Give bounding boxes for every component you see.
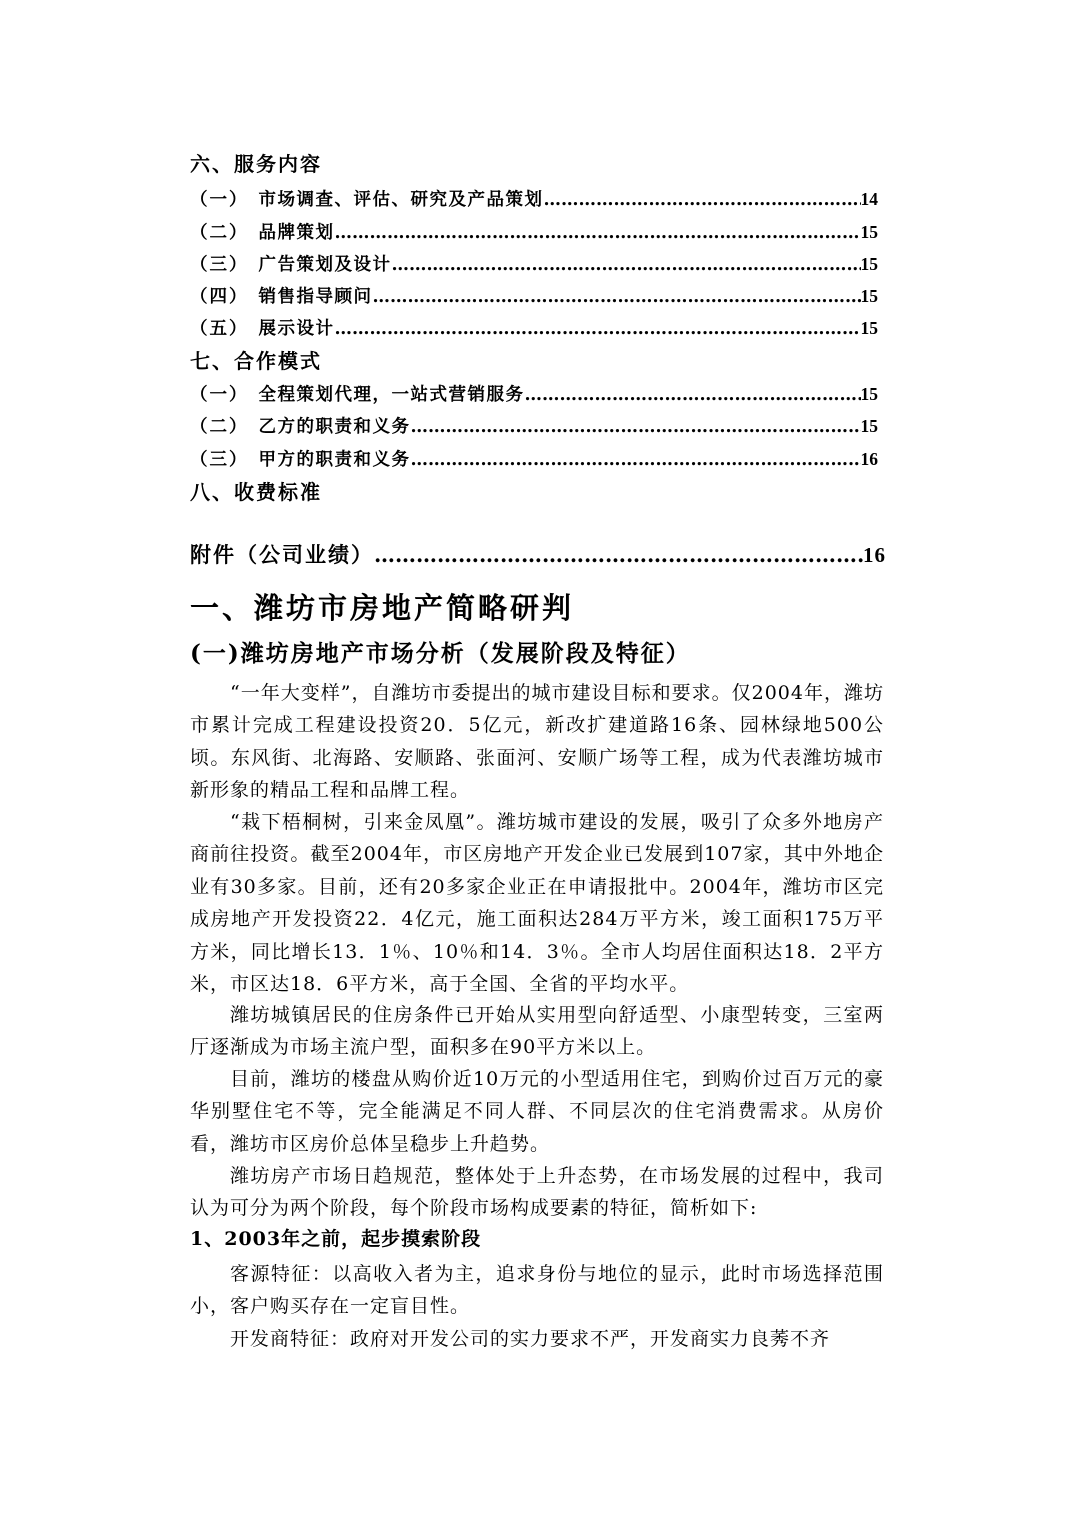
toc-entry-label: 市场调查、评估、研究及产品策划 — [258, 190, 544, 210]
body-paragraph-4: 目前，潍坊的楼盘从购价近10万元的小型适用住宅，到购价过百万元的豪华别墅住宅不等，完全能满足不同人群、不同层次的住宅消费需求。从房价看，潍坊市区房价总体呈稳步上升趋势。 — [190, 1068, 884, 1155]
body-paragraph-1: “一年大变样”，自潍坊市委提出的城市建设目标和要求。仅2004年，潍坊市累计完成工程建设投资20．5亿元，新改扩建道路16条、园林绿地500公顷。东风街、北海路、安顺路、张面河、安顺广场等工程，成为代表潍坊城市新形象的精品工程和品牌工程。 — [190, 682, 884, 802]
toc-section-6-title: 六、服务内容 — [190, 152, 322, 176]
toc-leader-dots — [335, 220, 861, 246]
toc-entry-number: （二） — [190, 223, 249, 243]
toc-entry-7-2[interactable] — [190, 413, 878, 440]
toc-entry-label: 广告策划及设计 — [258, 255, 392, 275]
toc-entry-page: 14 — [860, 189, 878, 209]
toc-entry-page: 15 — [860, 222, 878, 242]
toc-entry-6-1[interactable] — [190, 186, 878, 213]
toc-entry-7-1[interactable] — [190, 381, 878, 408]
toc-entry-page: 15 — [860, 254, 878, 274]
toc-entry-6-2[interactable] — [190, 219, 878, 246]
toc-leader-dots — [525, 382, 861, 408]
toc-entry-number: （一） — [190, 385, 249, 405]
toc-entry-6-3[interactable] — [190, 251, 878, 278]
toc-entry-page: 16 — [860, 449, 878, 469]
chapter-heading: 一、潍坊市房地产简略研判 — [190, 591, 575, 625]
toc-section-7-title: 七、合作模式 — [190, 349, 322, 373]
toc-entry-label: 乙方的职责和义务 — [258, 417, 411, 437]
toc-entry-label: 甲方的职责和义务 — [258, 450, 411, 470]
toc-entry-6-5[interactable] — [190, 315, 878, 342]
subsection-heading: 1、2003年之前，起步摸索阶段 — [190, 1228, 482, 1250]
toc-appendix-entry[interactable] — [190, 540, 886, 570]
toc-entry-label: 销售指导顾问 — [258, 287, 373, 307]
toc-appendix-label: 附件（公司业绩） — [190, 542, 374, 567]
body-paragraph-7: 开发商特征：政府对开发公司的实力要求不严，开发商实力良莠不齐 — [230, 1328, 831, 1350]
toc-leader-dots — [544, 187, 861, 213]
toc-leader-dots — [411, 447, 861, 473]
toc-leader-dots — [411, 414, 861, 440]
toc-entry-number: （五） — [190, 319, 249, 339]
toc-leader-dots — [392, 252, 861, 278]
toc-entry-page: 15 — [860, 318, 878, 338]
body-paragraph-6: 客源特征：以高收入者为主，追求身份与地位的显示，此时市场选择范围小，客户购买存在一定盲目性。 — [190, 1263, 884, 1318]
toc-entry-page: 15 — [860, 384, 878, 404]
toc-entry-number: （三） — [190, 255, 249, 275]
toc-entry-label: 展示设计 — [258, 319, 335, 339]
body-paragraph-5: 潍坊房产市场日趋规范，整体处于上升态势，在市场发展的过程中，我司认为可分为两个阶段，每个阶段市场构成要素的特征，简析如下: — [190, 1165, 884, 1220]
body-paragraph-2: “栽下梧桐树，引来金凤凰”。潍坊城市建设的发展，吸引了众多外地房产商前往投资。截至2004年，市区房地产开发企业已发展到107家，其中外地企业有30多家。目前，还有20多家企业正在申请报批中。2004年，潍坊市区完成房地产开发投资22．4亿元，施工面积达284万平方米，竣工面积175万平方米，同比增长13．1％、10％和14．3％。全市人均居住面积达18．2平方米，市区达18．6平方米，高于全国、全省的平均水平。 — [190, 811, 884, 996]
toc-entry-number: （三） — [190, 450, 249, 470]
toc-entry-label: 全程策划代理，一站式营销服务 — [258, 385, 525, 405]
toc-entry-number: （二） — [190, 417, 249, 437]
toc-leader-dots — [335, 316, 861, 342]
toc-entry-label: 品牌策划 — [258, 223, 335, 243]
toc-entry-page: 15 — [860, 286, 878, 306]
toc-entry-page: 15 — [860, 416, 878, 436]
toc-appendix-page: 16 — [863, 543, 886, 567]
toc-entry-number: （四） — [190, 287, 249, 307]
toc-leader-dots — [373, 284, 861, 310]
toc-entry-7-3[interactable] — [190, 446, 878, 473]
toc-leader-dots — [374, 540, 863, 570]
toc-section-8-title: 八、收费标准 — [190, 480, 322, 504]
toc-entry-number: （一） — [190, 190, 249, 210]
section-heading: (一)潍坊房地产市场分析（发展阶段及特征） — [190, 640, 691, 667]
toc-entry-6-4[interactable] — [190, 283, 878, 310]
body-paragraph-3: 潍坊城镇居民的住房条件已开始从实用型向舒适型、小康型转变，三室两厅逐渐成为市场主流户型，面积多在90平方米以上。 — [190, 1004, 884, 1059]
